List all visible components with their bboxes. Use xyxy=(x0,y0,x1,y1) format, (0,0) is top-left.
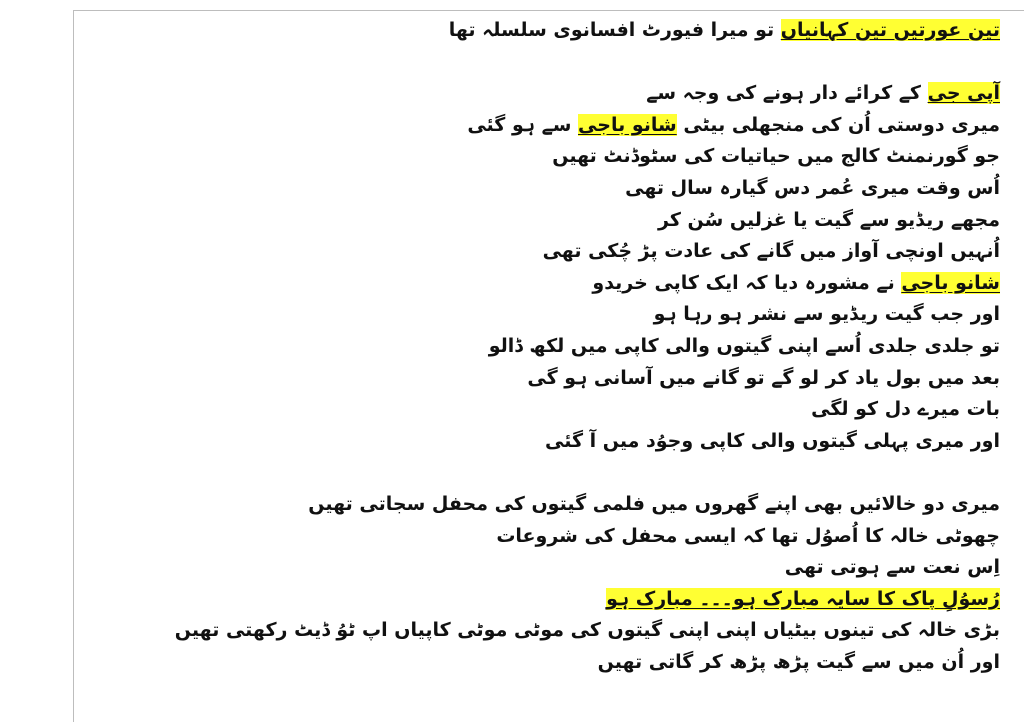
text-line xyxy=(100,521,1000,553)
text-line xyxy=(100,299,1000,331)
highlighted-text: آپی جی xyxy=(927,82,1000,105)
text-line xyxy=(100,331,1000,363)
line-text: میری دوستی اُن کی منجھلی بیٹی xyxy=(676,113,1000,136)
line-text: اُنہیں اونچی آواز میں گانے کی عادت پڑ چُکی تھی xyxy=(542,240,1000,263)
line-text: اُس وقت میری عُمر دس گیارہ سال تھی xyxy=(625,176,1000,199)
document-page xyxy=(73,10,1024,722)
line-text: مجھے ریڈیو سے گیت یا غزلیں سُن کر xyxy=(658,208,1000,231)
line-text: چھوٹی خالہ کا اُصوُل تھا کہ ایسی محفل کی شروعات xyxy=(496,524,1000,547)
line-text: تو جلدی جلدی اُسے اپنی گیتوں والی کاپی میں لکھ ڈالو xyxy=(488,334,1000,357)
text-line xyxy=(100,110,1000,142)
text-line xyxy=(100,236,1000,268)
text-line xyxy=(100,489,1000,521)
text-line xyxy=(100,141,1000,173)
line-text: اور جب گیت ریڈیو سے نشر ہو رہا ہو xyxy=(653,303,1000,326)
text-line xyxy=(100,426,1000,458)
blank-line xyxy=(100,457,1000,489)
text-line xyxy=(100,268,1000,300)
line-text: سے ہو گئی xyxy=(467,113,579,136)
text-line xyxy=(100,78,1000,110)
highlighted-text: تین عورتیں تین کہانیاں xyxy=(780,19,1000,41)
line-text: میری دو خالائیں بھی اپنے گھروں میں فلمی گیتوں کی محفل سجاتی تھیں xyxy=(308,492,1000,515)
line-text: اور اُن میں سے گیت پڑھ پڑھ کر گاتی تھیں xyxy=(597,650,1000,673)
line-text: اِس نعت سے ہوتی تھی xyxy=(784,556,1000,579)
line-text: بعد میں بول یاد کر لو گے تو گانے میں آسانی ہو گی xyxy=(527,366,1000,389)
text-line xyxy=(100,615,1000,647)
text-line xyxy=(100,552,1000,584)
line-text: کے کرائے دار ہونے کی وجہ سے xyxy=(646,82,928,105)
text-line xyxy=(100,584,1000,616)
text-line xyxy=(100,363,1000,395)
text-line xyxy=(100,15,1000,47)
line-text: بات میرے دل کو لگی xyxy=(811,398,1000,421)
highlighted-text: شانو باجی xyxy=(578,113,677,136)
blank-line xyxy=(100,47,1000,79)
highlighted-text: رُسوُلِ پاک کا سایہ مبارک ہو۔۔۔ مبارک ہو xyxy=(606,587,1000,610)
text-line xyxy=(100,205,1000,237)
line-text: تو میرا فیورٹ افسانوی سلسلہ تھا xyxy=(448,19,781,41)
line-text: نے مشورہ دیا کہ ایک کاپی خریدو xyxy=(592,271,902,294)
highlighted-text: شانو باجی xyxy=(901,271,1000,294)
text-line xyxy=(100,173,1000,205)
line-text: اور میری پہلی گیتوں والی کاپی وجوُد میں آ گئی xyxy=(544,429,1000,452)
text-line xyxy=(100,647,1000,679)
line-text: بڑی خالہ کی تینوں بیٹیاں اپنی اپنی گیتوں کی موٹی موٹی کاپیاں اپ ٹوُ ڈیٹ رکھتی تھیں xyxy=(174,619,1000,642)
line-text: جو گورنمنٹ کالج میں حیاتیات کی سٹوڈنٹ تھیں xyxy=(552,145,1000,168)
text-line xyxy=(100,394,1000,426)
document-body xyxy=(100,15,1000,678)
